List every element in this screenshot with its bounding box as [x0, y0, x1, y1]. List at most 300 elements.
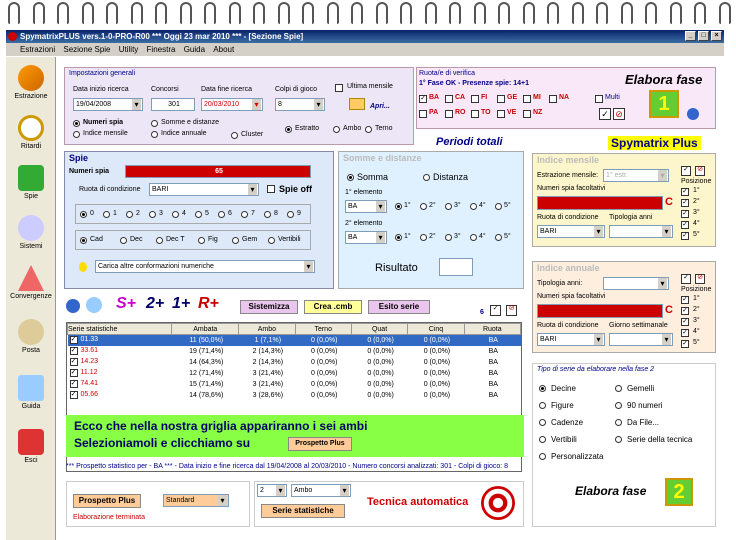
digit-radio-9[interactable] [287, 211, 294, 218]
table-cell [464, 379, 520, 390]
crea-cmb-button[interactable]: Crea .cmb [304, 300, 362, 314]
data-inizio-input[interactable]: 19/04/2008 ▾ [73, 98, 143, 111]
indice-mensile-radio[interactable] [73, 131, 80, 138]
fase2-radio-7[interactable] [615, 436, 622, 443]
annuale-tipologia-select[interactable] [603, 277, 669, 290]
somme-title: Somme e distanze [343, 153, 422, 163]
ruota-checkbox-mi[interactable] [523, 95, 531, 103]
ruota-checkbox-na[interactable] [549, 95, 557, 103]
elabora-fase-1-label: Elabora fase [625, 72, 703, 87]
el1-pos-label-2: 2° [429, 202, 436, 209]
instruction-line2: Selezioniamoli e clicchiamo su [74, 436, 251, 450]
cell-value: 0 (0,0%) [310, 347, 338, 355]
instruction-overlay [66, 415, 524, 457]
magnifier-icon[interactable] [86, 297, 102, 313]
spiral-coil [8, 2, 20, 24]
mensile-pos-checkbox-3[interactable]: ✓ [682, 210, 688, 217]
ruota-checkbox-fi[interactable] [471, 95, 479, 103]
cell-value: 74.41 [80, 380, 99, 387]
table-row[interactable] [68, 390, 521, 401]
el2-pos-radio-2[interactable] [420, 234, 427, 241]
fase2-radio-6[interactable] [539, 436, 546, 443]
spiral-coil [57, 2, 69, 24]
data-fine-input[interactable]: 20/03/2010 ▾ [201, 98, 263, 111]
estratto-radio[interactable] [285, 126, 292, 133]
ruota-checkbox-ca[interactable] [445, 95, 453, 103]
el2-pos-radio-4[interactable] [470, 234, 477, 241]
selection-count: 6 [480, 309, 484, 316]
r-plus-button[interactable]: R+ [198, 295, 219, 312]
cell-value: 05.66 [80, 391, 99, 398]
series-table [67, 323, 521, 401]
mensile-tipologia-select[interactable] [609, 225, 673, 238]
prospetto-plus-button[interactable]: Prospetto Plus [73, 494, 141, 508]
gear-tool-icon[interactable] [687, 108, 699, 120]
spiral-coil [33, 2, 45, 24]
risultato-output [439, 258, 473, 276]
table-cell [295, 357, 351, 368]
spiral-coil [400, 2, 412, 24]
type-radio-vertibili[interactable] [268, 237, 275, 244]
row-checkbox[interactable]: ✓ [70, 391, 77, 398]
estratto-option: Estratto [295, 125, 320, 132]
table-cell [68, 357, 172, 368]
annuale-posizione-label: Posizione [681, 286, 712, 293]
sistemizza-button[interactable]: Sistemizza [240, 300, 298, 314]
table-cell [408, 357, 464, 368]
annuale-pos-label-5: 5° [693, 339, 700, 346]
annuale-giorno-select[interactable] [609, 333, 673, 346]
elemento1-ruota-select[interactable]: BA ▾ [345, 200, 387, 213]
notebook-spiral [0, 0, 736, 28]
annuale-pos-label-3: 3° [693, 317, 700, 324]
cluster-option: Cluster [241, 131, 264, 138]
row-checkbox[interactable]: ✓ [70, 358, 77, 365]
periodi-totali-link[interactable]: Periodi totali [436, 136, 503, 148]
concorsi-input[interactable]: 301 [151, 98, 195, 111]
digit-radio-7[interactable] [241, 211, 248, 218]
spiral-coil [278, 2, 290, 24]
digit-label-6: 6 [228, 210, 232, 217]
digit-label-5: 5 [205, 210, 209, 217]
table-cell [68, 379, 172, 390]
el1-pos-label-3: 3° [454, 202, 461, 209]
somme-distanze-radio[interactable] [151, 120, 158, 127]
indice-annuale-radio[interactable] [151, 131, 158, 138]
table-cell [408, 379, 464, 390]
ruota-condizione-label: Ruota di condizione [79, 186, 141, 193]
table-cell [351, 357, 407, 368]
menu-utility[interactable]: Utility [118, 45, 139, 54]
sidebar-item-estrazione[interactable]: Estrazione [6, 65, 56, 100]
fase2-label-8: Personalizzata [551, 452, 604, 461]
spiral-coil [302, 2, 314, 24]
digit-radio-1[interactable] [103, 211, 110, 218]
table-cell [172, 357, 239, 368]
table-cell [408, 390, 464, 401]
mensile-pos-label-5: 5° [693, 231, 700, 238]
tecnica-automatica-label: Tecnica automatica [367, 496, 469, 508]
el1-pos-radio-1[interactable] [395, 203, 402, 210]
indice-annuale-option: Indice annuale [161, 130, 207, 137]
bulb-icon [79, 262, 87, 272]
annuale-pos-checkbox-1[interactable]: ✓ [682, 296, 688, 303]
overlay-prospetto-button[interactable]: Prospetto Plus [288, 437, 352, 451]
spie-off-checkbox[interactable] [267, 185, 275, 193]
digit-radio-6[interactable] [218, 211, 225, 218]
type-radio-dec-t[interactable] [156, 237, 163, 244]
fase2-radio-3[interactable] [615, 402, 622, 409]
type-label-dec-t: Dec T [166, 236, 185, 243]
type-radio-gem[interactable] [232, 237, 239, 244]
annuale-pos-label-4: 4° [693, 328, 700, 335]
fase2-radio-8[interactable] [539, 453, 546, 460]
indice-annuale-panel [532, 261, 716, 353]
sidebar-item-ritardi[interactable]: Ritardi [6, 115, 56, 150]
spiral-coil [253, 2, 265, 24]
el2-pos-label-5: 5° [504, 233, 511, 240]
ambo-radio[interactable] [333, 126, 340, 133]
type-label-cad: Cad [90, 236, 103, 243]
table-cell [239, 346, 295, 357]
annuale-check-button[interactable]: ✓ [681, 274, 691, 284]
table-cell [68, 346, 172, 357]
indice-mensile-panel [532, 153, 716, 247]
maximize-button[interactable]: □ [698, 31, 709, 41]
el1-pos-radio-4[interactable] [470, 203, 477, 210]
digit-radio-5[interactable] [195, 211, 202, 218]
mensile-posizione-label: Posizione [681, 178, 712, 185]
ruota-label-mi: MI [533, 94, 541, 101]
multi-label: Multi [605, 94, 620, 101]
cell-value: BA [488, 347, 498, 355]
cell-value: 0 (0,0%) [367, 380, 394, 388]
fase2-radio-5[interactable] [615, 419, 622, 426]
table-row[interactable] [68, 368, 521, 379]
table-cell [239, 379, 295, 390]
ruota-checkbox-nz[interactable] [523, 110, 531, 118]
two-plus-button[interactable]: 2+ [146, 295, 165, 312]
annuale-ruota-select[interactable]: BARI ▾ [537, 333, 605, 346]
table-cell [464, 335, 520, 346]
terno-radio[interactable] [365, 126, 372, 133]
cell-value: 0 (0,0%) [423, 380, 451, 388]
mensile-check-button[interactable]: ✓ [681, 166, 691, 176]
column-header-5: Cinq [408, 324, 464, 335]
mensile-pos-checkbox-4[interactable]: ✓ [682, 221, 688, 228]
mensile-pos-checkbox-5[interactable]: ✓ [682, 232, 688, 239]
coin-icon [18, 319, 44, 345]
menu-estrazioni[interactable]: Estrazioni [20, 45, 56, 54]
spiral-coil [327, 2, 339, 24]
power-icon [18, 429, 44, 455]
sidebar-item-guida[interactable]: Guida [6, 375, 56, 410]
table-cell [172, 346, 239, 357]
cell-value: 0 (0,0%) [367, 358, 394, 366]
cell-value: 3 (28,6%) [252, 391, 284, 399]
menu-about[interactable]: About [213, 45, 235, 54]
type-label-gem: Gem [242, 236, 258, 243]
spie-off-label: Spie off [279, 184, 312, 194]
sidebar-item-posta[interactable]: Posta [6, 319, 56, 354]
elabora-fase-1-button[interactable]: 1 [649, 90, 679, 118]
table-cell [172, 390, 239, 401]
numero-select[interactable]: 2 ▾ [257, 484, 287, 497]
spiral-coil [106, 2, 118, 24]
risultato-label: Risultato [375, 262, 418, 274]
el1-pos-label-5: 5° [504, 202, 511, 209]
column-header-6: Ruota [464, 324, 520, 335]
fase2-radio-2[interactable] [539, 402, 546, 409]
ruota-checkbox-ro[interactable] [445, 110, 453, 118]
annuale-pos-checkbox-2[interactable]: ✓ [682, 307, 688, 314]
fase2-label-7: Serie della tecnica [627, 435, 693, 444]
somme-distanze-option: Somme e distanze [161, 119, 219, 126]
cell-value: BA [488, 391, 498, 399]
row-checkbox[interactable]: ✓ [70, 336, 77, 344]
cell-value: 11 (50,0%) [189, 336, 224, 344]
spiral-coil [645, 2, 657, 24]
spiral-coil [155, 2, 167, 24]
ruote-status: 1° Fase OK - Presenze spie: 14+1 [419, 80, 529, 87]
ruota-checkbox-ba[interactable]: ✓ [420, 95, 426, 102]
el2-pos-radio-5[interactable] [495, 234, 502, 241]
pencil-icon [18, 65, 44, 91]
table-cell [295, 335, 351, 346]
confirm-check-button[interactable]: ✓ [599, 108, 611, 120]
annuale-c-label: C [665, 304, 673, 316]
cell-value: 0 (0,0%) [367, 336, 394, 344]
terno-option: Terno [375, 125, 393, 132]
fase2-label-1: Gemelli [627, 384, 655, 393]
spiral-coil [474, 2, 486, 24]
ruota-checkbox-ve[interactable] [497, 110, 505, 118]
ambo-select[interactable]: Ambo ▾ [291, 484, 351, 497]
cell-value: 0 (0,0%) [423, 336, 451, 344]
one-plus-button[interactable]: 1+ [172, 295, 191, 312]
digit-label-4: 4 [182, 210, 186, 217]
column-header-3: Terno [295, 324, 351, 335]
esito-serie-button[interactable]: Esito serie [368, 300, 430, 314]
table-cell [295, 379, 351, 390]
table-cell [295, 346, 351, 357]
indice-annuale-title: Indice annuale [537, 263, 600, 273]
app-icon [8, 32, 17, 41]
digit-radio-0[interactable] [80, 211, 87, 218]
fase2-radio-0[interactable] [539, 385, 546, 392]
fase2-radio-1[interactable] [615, 385, 622, 392]
table-cell [172, 368, 239, 379]
colpi-input[interactable]: 8 ▾ [275, 98, 325, 111]
mensile-facoltativi-input[interactable] [537, 196, 663, 210]
spiral-coil [572, 2, 584, 24]
table-cell [68, 335, 172, 346]
el1-pos-radio-5[interactable] [495, 203, 502, 210]
mensile-ruota-select[interactable]: BARI ▾ [537, 225, 605, 238]
cancel-circle-button[interactable]: ⊘ [613, 108, 625, 120]
table-row[interactable] [68, 357, 521, 368]
somma-radio[interactable] [347, 174, 354, 181]
sidebar-item-convergenze[interactable]: Convergenze [6, 265, 56, 300]
ultima-mensile-checkbox[interactable] [335, 84, 343, 92]
annuale-cancel-button[interactable]: ⊘ [695, 274, 705, 284]
ruote-panel [416, 67, 716, 129]
cell-value: BA [488, 336, 498, 344]
fase2-label-2: Figure [551, 401, 574, 410]
mensile-pos-checkbox-2[interactable]: ✓ [682, 199, 688, 206]
distanza-label: Distanza [433, 172, 469, 182]
annuale-pos-label-1: 1° [693, 295, 700, 302]
elabora-fase-2-button[interactable]: 2 [665, 478, 693, 506]
close-button[interactable]: × [711, 31, 722, 41]
flashlight-icon [18, 165, 44, 191]
spie-title: Spie [69, 153, 89, 163]
spie-panel [64, 151, 334, 289]
table-cell [239, 390, 295, 401]
row-checkbox[interactable]: ✓ [70, 369, 77, 376]
row-checkbox[interactable]: ✓ [70, 347, 77, 354]
cell-value: 0 (0,0%) [423, 347, 451, 355]
table-cell [295, 368, 351, 379]
ruota-label-ge: GE [507, 94, 518, 101]
standard-select[interactable]: Standard ▾ [163, 494, 229, 507]
table-cell [239, 357, 295, 368]
spiral-coil [719, 2, 731, 24]
s-plus-button[interactable]: S+ [116, 295, 137, 312]
annuale-pos-checkbox-4[interactable]: ✓ [682, 329, 688, 336]
annuale-pos-checkbox-3[interactable]: ✓ [682, 318, 688, 325]
type-radio-cad[interactable] [80, 237, 87, 244]
sidebar-item-esci[interactable]: Esci [6, 429, 56, 464]
spiral-coil [547, 2, 559, 24]
cell-value: 11.12 [80, 369, 98, 376]
ruota-label-to: TO [481, 109, 491, 116]
browser-icon[interactable] [66, 299, 80, 313]
tecnica-panel [254, 481, 524, 527]
estrazione-mensile-label: Estrazione mensile: [537, 172, 599, 179]
elemento2-ruota-select[interactable]: BA ▾ [345, 231, 387, 244]
numeri-spia-input[interactable]: 65 [125, 165, 311, 178]
el2-pos-radio-1[interactable] [395, 234, 402, 241]
fase2-title: Tipo di serie da elaborare nella fase 2 [537, 366, 655, 373]
carica-conformazioni-select[interactable]: Carica altre conformazioni numeriche ▾ [95, 260, 315, 273]
menu-guida[interactable]: Guida [183, 45, 206, 54]
cell-value: 12 (71,4%) [189, 369, 224, 377]
sidebar-item-sistemi[interactable]: Sistemi [6, 215, 56, 250]
impostazioni-title: Impostazioni generali [69, 70, 136, 77]
table-cell [295, 390, 351, 401]
table-cell [172, 379, 239, 390]
type-radio-dec[interactable] [120, 237, 127, 244]
spiral-coil [596, 2, 608, 24]
annuale-pos-checkbox-5[interactable]: ✓ [682, 340, 688, 347]
fase2-radio-4[interactable] [539, 419, 546, 426]
digit-label-8: 8 [274, 210, 278, 217]
annuale-pos-label-2: 2° [693, 306, 700, 313]
ruota-label-ba: BA [429, 94, 440, 101]
digit-label-0: 0 [90, 210, 94, 217]
mensile-pos-checkbox-1[interactable]: ✓ [682, 188, 688, 195]
grid-cancel-button[interactable]: ⊘ [506, 305, 517, 316]
el2-pos-radio-3[interactable] [445, 234, 452, 241]
mensile-cancel-button[interactable]: ⊘ [695, 166, 705, 176]
apri-button[interactable]: Apri... [370, 103, 390, 110]
cluster-radio[interactable] [231, 132, 238, 139]
ruota-checkbox-pa[interactable] [419, 110, 427, 118]
menu-finestra[interactable]: Finestra [146, 45, 176, 54]
digit-radio-3[interactable] [149, 211, 156, 218]
prospetto-text: *** Prospetto statistico per - BA *** - Data inizio e fine ricerca dal 19/04/2008 al 20/03/2010 - Numero concorsi analizzati: 301 - Colpi di gioco: 8 [66, 463, 509, 470]
table-cell [351, 390, 407, 401]
annuale-tipologia-label: Tipologia anni: [537, 280, 583, 287]
row-checkbox[interactable]: ✓ [70, 380, 77, 387]
table-cell [239, 368, 295, 379]
brand-label: Spymatrix Plus [608, 136, 701, 150]
digit-radio-8[interactable] [264, 211, 271, 218]
el2-pos-label-1: 1° [404, 233, 411, 240]
spiral-coil [204, 2, 216, 24]
ruota-checkbox-ge[interactable] [497, 95, 505, 103]
digit-radio-4[interactable] [172, 211, 179, 218]
ruota-checkbox-to[interactable] [471, 110, 479, 118]
mensile-pos-label-4: 4° [693, 220, 700, 227]
digit-label-1: 1 [113, 210, 117, 217]
table-row[interactable] [68, 346, 521, 357]
numeri-spia-radio[interactable] [73, 120, 80, 127]
el1-pos-radio-3[interactable] [445, 203, 452, 210]
serie-statistiche-button[interactable]: Serie statistiche [261, 504, 345, 518]
sidebar-item-spie[interactable]: Spie [6, 165, 56, 200]
distanza-radio[interactable] [423, 174, 430, 181]
cell-value: 3 (21,4%) [252, 380, 284, 388]
cell-value: 0 (0,0%) [423, 369, 451, 377]
window-title: SpymatrixPLUS vers.1-0-PRO-R00 *** Oggi 23 mar 2010 *** - [Sezione Spie] [20, 32, 304, 41]
table-cell [408, 335, 464, 346]
table-cell [351, 335, 407, 346]
table-row[interactable] [68, 335, 521, 346]
menu-sezione-spie[interactable]: Sezione Spie [63, 45, 111, 54]
target-icon[interactable] [481, 486, 515, 520]
el1-pos-radio-2[interactable] [420, 203, 427, 210]
type-radio-fig[interactable] [198, 237, 205, 244]
estrazione-mensile-select[interactable]: 1° estr. ▾ [603, 169, 669, 182]
spiral-coil [523, 2, 535, 24]
cell-value: 0 (0,0%) [423, 358, 451, 366]
table-row[interactable] [68, 379, 521, 390]
cell-value: 2 (14,3%) [252, 347, 284, 355]
mensile-ruota-label: Ruota di condizione [537, 214, 599, 221]
ruota-label-nz: NZ [533, 109, 543, 116]
table-cell [68, 390, 172, 401]
cell-value: BA [488, 380, 498, 388]
annuale-facoltativi-input[interactable] [537, 304, 663, 318]
cell-value: 15 (71,4%) [189, 380, 224, 388]
digit-label-9: 9 [297, 210, 301, 217]
ruota-condizione-select[interactable]: BARI ▾ [149, 183, 259, 196]
types-group [75, 230, 311, 250]
fase2-label-5: Da File... [627, 418, 660, 427]
column-header-4: Quat [351, 324, 407, 335]
cell-value: 3 (21,4%) [252, 369, 284, 377]
mensile-facoltativi-label: Numeri spia facoltativi [537, 185, 606, 192]
table-cell [351, 379, 407, 390]
table-cell [408, 368, 464, 379]
el2-pos-label-4: 4° [479, 233, 486, 240]
digit-radio-2[interactable] [126, 211, 133, 218]
multi-checkbox[interactable] [595, 95, 603, 103]
minimize-button[interactable]: _ [685, 31, 696, 41]
grid-check-button[interactable]: ✓ [490, 305, 501, 316]
